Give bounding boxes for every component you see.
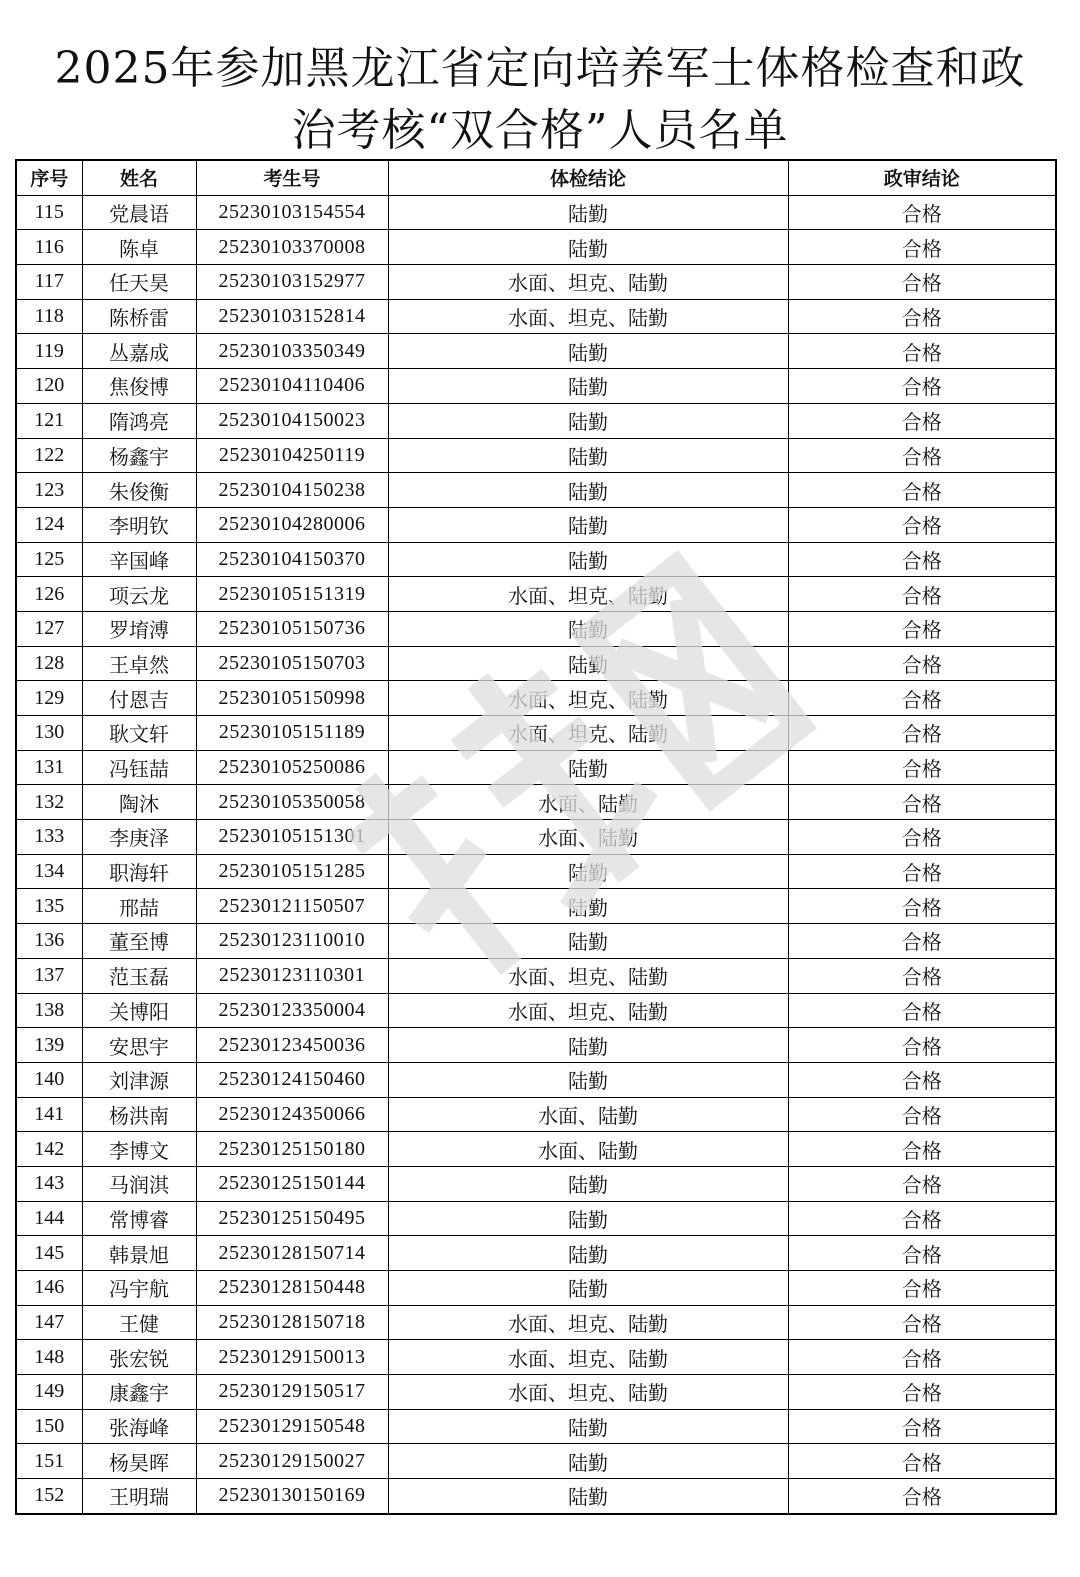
cell-name: 范玉磊 bbox=[82, 958, 196, 993]
cell-political-result: 合格 bbox=[788, 577, 1056, 612]
cell-physical-result: 陆勤 bbox=[388, 854, 788, 889]
cell-seq: 151 bbox=[16, 1444, 82, 1479]
cell-name: 杨鑫宇 bbox=[82, 438, 196, 473]
cell-seq: 126 bbox=[16, 577, 82, 612]
table-header-row bbox=[16, 160, 1056, 195]
table-row bbox=[16, 993, 1056, 1028]
cell-political-result: 合格 bbox=[788, 1097, 1056, 1132]
cell-name: 杨洪南 bbox=[82, 1097, 196, 1132]
cell-seq: 152 bbox=[16, 1479, 82, 1514]
table-row bbox=[16, 369, 1056, 404]
cell-political-result: 合格 bbox=[788, 334, 1056, 369]
cell-name: 付恩吉 bbox=[82, 681, 196, 716]
cell-physical-result: 陆勤 bbox=[388, 750, 788, 785]
cell-political-result: 合格 bbox=[788, 542, 1056, 577]
cell-exam-id: 25230105150998 bbox=[196, 681, 388, 716]
table-row bbox=[16, 1132, 1056, 1167]
cell-seq: 120 bbox=[16, 369, 82, 404]
table-row bbox=[16, 889, 1056, 924]
cell-exam-id: 25230128150448 bbox=[196, 1271, 388, 1306]
cell-name: 关博阳 bbox=[82, 993, 196, 1028]
cell-physical-result: 陆勤 bbox=[388, 195, 788, 230]
table-row bbox=[16, 646, 1056, 681]
cell-physical-result: 陆勤 bbox=[388, 611, 788, 646]
table-row bbox=[16, 1444, 1056, 1479]
cell-political-result: 合格 bbox=[788, 1062, 1056, 1097]
header-political-result: 政审结论 bbox=[788, 160, 1056, 195]
cell-political-result: 合格 bbox=[788, 1236, 1056, 1271]
cell-physical-result: 水面、坦克、陆勤 bbox=[388, 958, 788, 993]
cell-exam-id: 25230105151301 bbox=[196, 820, 388, 855]
cell-exam-id: 25230124150460 bbox=[196, 1062, 388, 1097]
cell-exam-id: 25230105151189 bbox=[196, 716, 388, 751]
cell-name: 隋鸿亮 bbox=[82, 403, 196, 438]
cell-seq: 133 bbox=[16, 820, 82, 855]
cell-seq: 148 bbox=[16, 1340, 82, 1375]
cell-political-result: 合格 bbox=[788, 1201, 1056, 1236]
cell-seq: 135 bbox=[16, 889, 82, 924]
cell-name: 李庚泽 bbox=[82, 820, 196, 855]
table-row bbox=[16, 195, 1056, 230]
cell-exam-id: 25230129150548 bbox=[196, 1409, 388, 1444]
cell-name: 陶沐 bbox=[82, 785, 196, 820]
cell-seq: 140 bbox=[16, 1062, 82, 1097]
table-row bbox=[16, 1479, 1056, 1514]
cell-political-result: 合格 bbox=[788, 507, 1056, 542]
cell-seq: 150 bbox=[16, 1409, 82, 1444]
cell-physical-result: 水面、坦克、陆勤 bbox=[388, 265, 788, 300]
cell-seq: 136 bbox=[16, 924, 82, 959]
cell-political-result: 合格 bbox=[788, 1166, 1056, 1201]
cell-political-result: 合格 bbox=[788, 924, 1056, 959]
cell-political-result: 合格 bbox=[788, 265, 1056, 300]
cell-exam-id: 25230105151319 bbox=[196, 577, 388, 612]
cell-physical-result: 水面、坦克、陆勤 bbox=[388, 993, 788, 1028]
cell-physical-result: 陆勤 bbox=[388, 403, 788, 438]
cell-seq: 145 bbox=[16, 1236, 82, 1271]
cell-seq: 139 bbox=[16, 1028, 82, 1063]
cell-seq: 121 bbox=[16, 403, 82, 438]
cell-name: 冯钰喆 bbox=[82, 750, 196, 785]
cell-political-result: 合格 bbox=[788, 750, 1056, 785]
cell-physical-result: 水面、陆勤 bbox=[388, 1132, 788, 1167]
cell-seq: 124 bbox=[16, 507, 82, 542]
cell-name: 王卓然 bbox=[82, 646, 196, 681]
cell-name: 陈卓 bbox=[82, 230, 196, 265]
table-row bbox=[16, 854, 1056, 889]
table-row bbox=[16, 1201, 1056, 1236]
cell-exam-id: 25230130150169 bbox=[196, 1479, 388, 1514]
cell-political-result: 合格 bbox=[788, 820, 1056, 855]
cell-exam-id: 25230129150013 bbox=[196, 1340, 388, 1375]
table-body bbox=[16, 195, 1056, 1514]
table-row bbox=[16, 1375, 1056, 1410]
cell-exam-id: 25230123110010 bbox=[196, 924, 388, 959]
cell-seq: 147 bbox=[16, 1305, 82, 1340]
table-row bbox=[16, 958, 1056, 993]
cell-political-result: 合格 bbox=[788, 681, 1056, 716]
cell-physical-result: 陆勤 bbox=[388, 1444, 788, 1479]
table-row bbox=[16, 403, 1056, 438]
cell-political-result: 合格 bbox=[788, 473, 1056, 508]
cell-name: 罗堉溥 bbox=[82, 611, 196, 646]
cell-seq: 137 bbox=[16, 958, 82, 993]
cell-political-result: 合格 bbox=[788, 993, 1056, 1028]
cell-exam-id: 25230103154554 bbox=[196, 195, 388, 230]
cell-physical-result: 陆勤 bbox=[388, 507, 788, 542]
document-title bbox=[0, 38, 1080, 162]
table-row bbox=[16, 785, 1056, 820]
cell-political-result: 合格 bbox=[788, 785, 1056, 820]
cell-political-result: 合格 bbox=[788, 889, 1056, 924]
cell-seq: 127 bbox=[16, 611, 82, 646]
cell-seq: 149 bbox=[16, 1375, 82, 1410]
cell-physical-result: 陆勤 bbox=[388, 542, 788, 577]
cell-physical-result: 陆勤 bbox=[388, 1409, 788, 1444]
cell-exam-id: 25230123350004 bbox=[196, 993, 388, 1028]
cell-name: 冯宇航 bbox=[82, 1271, 196, 1306]
table-row bbox=[16, 1271, 1056, 1306]
cell-seq: 134 bbox=[16, 854, 82, 889]
cell-seq: 141 bbox=[16, 1097, 82, 1132]
title-line-2: 治考核“双合格”人员名单 bbox=[291, 105, 789, 156]
cell-seq: 146 bbox=[16, 1271, 82, 1306]
cell-political-result: 合格 bbox=[788, 716, 1056, 751]
cell-physical-result: 陆勤 bbox=[388, 924, 788, 959]
cell-name: 焦俊博 bbox=[82, 369, 196, 404]
cell-name: 项云龙 bbox=[82, 577, 196, 612]
table-row bbox=[16, 1028, 1056, 1063]
cell-exam-id: 25230105250086 bbox=[196, 750, 388, 785]
cell-seq: 128 bbox=[16, 646, 82, 681]
roster-table bbox=[15, 159, 1057, 1515]
cell-name: 耿文轩 bbox=[82, 716, 196, 751]
cell-exam-id: 25230104150023 bbox=[196, 403, 388, 438]
cell-political-result: 合格 bbox=[788, 958, 1056, 993]
cell-exam-id: 25230129150517 bbox=[196, 1375, 388, 1410]
table-row bbox=[16, 750, 1056, 785]
cell-name: 辛国峰 bbox=[82, 542, 196, 577]
cell-exam-id: 25230125150144 bbox=[196, 1166, 388, 1201]
cell-exam-id: 25230103152977 bbox=[196, 265, 388, 300]
table-row bbox=[16, 334, 1056, 369]
cell-seq: 122 bbox=[16, 438, 82, 473]
cell-seq: 115 bbox=[16, 195, 82, 230]
cell-political-result: 合格 bbox=[788, 1375, 1056, 1410]
cell-seq: 117 bbox=[16, 265, 82, 300]
cell-name: 马润淇 bbox=[82, 1166, 196, 1201]
cell-exam-id: 25230103152814 bbox=[196, 299, 388, 334]
cell-exam-id: 25230104150238 bbox=[196, 473, 388, 508]
cell-physical-result: 陆勤 bbox=[388, 1479, 788, 1514]
cell-seq: 132 bbox=[16, 785, 82, 820]
cell-name: 康鑫宇 bbox=[82, 1375, 196, 1410]
cell-physical-result: 陆勤 bbox=[388, 1271, 788, 1306]
cell-physical-result: 陆勤 bbox=[388, 230, 788, 265]
cell-physical-result: 水面、陆勤 bbox=[388, 785, 788, 820]
header-exam-id: 考生号 bbox=[196, 160, 388, 195]
cell-seq: 142 bbox=[16, 1132, 82, 1167]
table-row bbox=[16, 507, 1056, 542]
cell-name: 党晨语 bbox=[82, 195, 196, 230]
cell-seq: 116 bbox=[16, 230, 82, 265]
cell-political-result: 合格 bbox=[788, 1479, 1056, 1514]
cell-physical-result: 陆勤 bbox=[388, 889, 788, 924]
cell-political-result: 合格 bbox=[788, 1132, 1056, 1167]
cell-physical-result: 陆勤 bbox=[388, 334, 788, 369]
cell-physical-result: 陆勤 bbox=[388, 1201, 788, 1236]
cell-name: 邢喆 bbox=[82, 889, 196, 924]
cell-physical-result: 水面、坦克、陆勤 bbox=[388, 299, 788, 334]
table-row bbox=[16, 577, 1056, 612]
header-name: 姓名 bbox=[82, 160, 196, 195]
cell-name: 王明瑞 bbox=[82, 1479, 196, 1514]
cell-name: 任天昊 bbox=[82, 265, 196, 300]
cell-seq: 129 bbox=[16, 681, 82, 716]
cell-political-result: 合格 bbox=[788, 854, 1056, 889]
cell-exam-id: 25230104280006 bbox=[196, 507, 388, 542]
cell-seq: 119 bbox=[16, 334, 82, 369]
cell-political-result: 合格 bbox=[788, 1409, 1056, 1444]
table-row bbox=[16, 473, 1056, 508]
cell-name: 陈桥雷 bbox=[82, 299, 196, 334]
cell-physical-result: 水面、陆勤 bbox=[388, 820, 788, 855]
cell-exam-id: 25230103370008 bbox=[196, 230, 388, 265]
cell-name: 李博文 bbox=[82, 1132, 196, 1167]
cell-political-result: 合格 bbox=[788, 646, 1056, 681]
header-physical-result: 体检结论 bbox=[388, 160, 788, 195]
cell-political-result: 合格 bbox=[788, 1271, 1056, 1306]
cell-physical-result: 水面、坦克、陆勤 bbox=[388, 1305, 788, 1340]
cell-name: 常博睿 bbox=[82, 1201, 196, 1236]
table-row bbox=[16, 1062, 1056, 1097]
cell-political-result: 合格 bbox=[788, 1340, 1056, 1375]
cell-exam-id: 25230125150180 bbox=[196, 1132, 388, 1167]
cell-political-result: 合格 bbox=[788, 369, 1056, 404]
cell-exam-id: 25230123110301 bbox=[196, 958, 388, 993]
table-row bbox=[16, 716, 1056, 751]
cell-exam-id: 25230105150703 bbox=[196, 646, 388, 681]
cell-political-result: 合格 bbox=[788, 1028, 1056, 1063]
cell-seq: 118 bbox=[16, 299, 82, 334]
cell-physical-result: 陆勤 bbox=[388, 1166, 788, 1201]
cell-exam-id: 25230129150027 bbox=[196, 1444, 388, 1479]
cell-seq: 125 bbox=[16, 542, 82, 577]
cell-seq: 144 bbox=[16, 1201, 82, 1236]
cell-exam-id: 25230128150714 bbox=[196, 1236, 388, 1271]
cell-name: 董至博 bbox=[82, 924, 196, 959]
table-row bbox=[16, 1340, 1056, 1375]
cell-name: 李明钦 bbox=[82, 507, 196, 542]
cell-political-result: 合格 bbox=[788, 195, 1056, 230]
table-row bbox=[16, 681, 1056, 716]
table-row bbox=[16, 542, 1056, 577]
cell-exam-id: 25230124350066 bbox=[196, 1097, 388, 1132]
cell-physical-result: 水面、坦克、陆勤 bbox=[388, 681, 788, 716]
cell-physical-result: 水面、坦克、陆勤 bbox=[388, 716, 788, 751]
table-row bbox=[16, 438, 1056, 473]
cell-exam-id: 25230105151285 bbox=[196, 854, 388, 889]
cell-political-result: 合格 bbox=[788, 299, 1056, 334]
table-row bbox=[16, 1409, 1056, 1444]
cell-political-result: 合格 bbox=[788, 438, 1056, 473]
cell-physical-result: 陆勤 bbox=[388, 369, 788, 404]
cell-physical-result: 水面、陆勤 bbox=[388, 1097, 788, 1132]
table-row bbox=[16, 611, 1056, 646]
table-row bbox=[16, 820, 1056, 855]
cell-seq: 138 bbox=[16, 993, 82, 1028]
cell-political-result: 合格 bbox=[788, 1444, 1056, 1479]
cell-name: 安思宇 bbox=[82, 1028, 196, 1063]
cell-physical-result: 陆勤 bbox=[388, 646, 788, 681]
table-row bbox=[16, 1305, 1056, 1340]
cell-physical-result: 陆勤 bbox=[388, 438, 788, 473]
cell-political-result: 合格 bbox=[788, 403, 1056, 438]
table-row bbox=[16, 265, 1056, 300]
cell-political-result: 合格 bbox=[788, 230, 1056, 265]
cell-exam-id: 25230104110406 bbox=[196, 369, 388, 404]
cell-exam-id: 25230121150507 bbox=[196, 889, 388, 924]
cell-exam-id: 25230123450036 bbox=[196, 1028, 388, 1063]
table-row bbox=[16, 230, 1056, 265]
cell-exam-id: 25230105150736 bbox=[196, 611, 388, 646]
cell-exam-id: 25230104150370 bbox=[196, 542, 388, 577]
cell-name: 刘津源 bbox=[82, 1062, 196, 1097]
cell-name: 张宏锐 bbox=[82, 1340, 196, 1375]
table-row bbox=[16, 1166, 1056, 1201]
cell-physical-result: 水面、坦克、陆勤 bbox=[388, 577, 788, 612]
cell-physical-result: 陆勤 bbox=[388, 1062, 788, 1097]
table-row bbox=[16, 1097, 1056, 1132]
cell-name: 王健 bbox=[82, 1305, 196, 1340]
table-row bbox=[16, 924, 1056, 959]
table-row bbox=[16, 299, 1056, 334]
cell-name: 丛嘉成 bbox=[82, 334, 196, 369]
table-row bbox=[16, 1236, 1056, 1271]
cell-exam-id: 25230128150718 bbox=[196, 1305, 388, 1340]
cell-physical-result: 水面、坦克、陆勤 bbox=[388, 1340, 788, 1375]
cell-physical-result: 水面、坦克、陆勤 bbox=[388, 1375, 788, 1410]
cell-name: 朱俊衡 bbox=[82, 473, 196, 508]
cell-name: 杨昊晖 bbox=[82, 1444, 196, 1479]
cell-political-result: 合格 bbox=[788, 1305, 1056, 1340]
header-seq: 序号 bbox=[16, 160, 82, 195]
cell-seq: 123 bbox=[16, 473, 82, 508]
cell-exam-id: 25230125150495 bbox=[196, 1201, 388, 1236]
cell-exam-id: 25230103350349 bbox=[196, 334, 388, 369]
cell-physical-result: 陆勤 bbox=[388, 1236, 788, 1271]
title-line-1: 2025年参加黑龙江省定向培养军士体格检查和政 bbox=[54, 43, 1026, 94]
cell-physical-result: 陆勤 bbox=[388, 1028, 788, 1063]
cell-seq: 130 bbox=[16, 716, 82, 751]
cell-name: 职海轩 bbox=[82, 854, 196, 889]
cell-physical-result: 陆勤 bbox=[388, 473, 788, 508]
cell-political-result: 合格 bbox=[788, 611, 1056, 646]
cell-name: 张海峰 bbox=[82, 1409, 196, 1444]
cell-name: 韩景旭 bbox=[82, 1236, 196, 1271]
cell-exam-id: 25230104250119 bbox=[196, 438, 388, 473]
cell-seq: 143 bbox=[16, 1166, 82, 1201]
cell-exam-id: 25230105350058 bbox=[196, 785, 388, 820]
cell-seq: 131 bbox=[16, 750, 82, 785]
